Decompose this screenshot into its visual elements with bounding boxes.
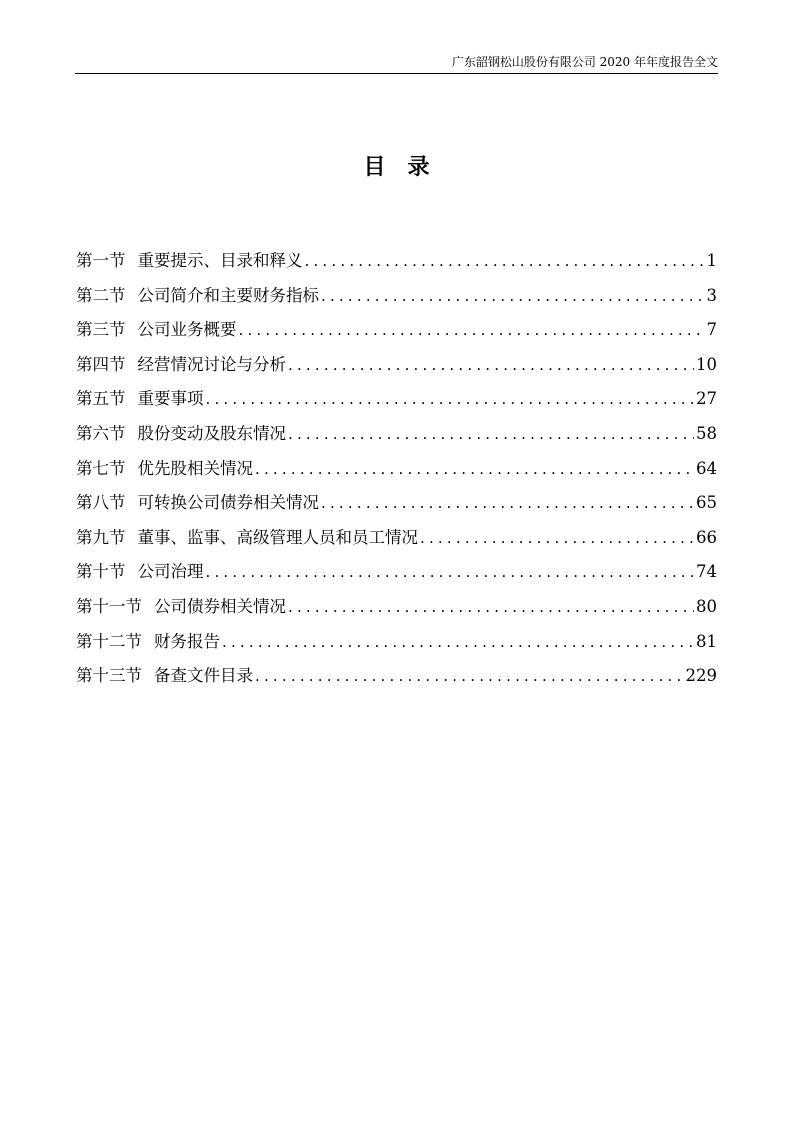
toc-section-number: 第十节	[76, 562, 126, 582]
toc-leader-dots	[253, 663, 684, 689]
toc-section-number: 第十一节	[76, 596, 142, 616]
toc-page-number: 80	[696, 596, 717, 616]
toc-entry[interactable]	[76, 386, 717, 421]
toc-page-number: 81	[696, 631, 717, 651]
toc-section-title: 重要提示、目录和释义	[137, 251, 303, 270]
toc-section-number: 第四节	[76, 354, 126, 374]
toc-section-title: 股份变动及股东情况	[137, 423, 286, 443]
toc-section-title: 经营情况讨论与分析	[137, 354, 286, 374]
toc-section-number: 第六节	[76, 423, 126, 443]
toc-section-number: 第九节	[76, 527, 126, 547]
toc-leader-dots	[237, 317, 705, 343]
toc-page-number: 58	[696, 423, 717, 443]
toc-section-number: 第一节	[76, 251, 126, 270]
toc-section-title: 董事、监事、高级管理人员和员工情况	[137, 527, 418, 547]
toc-leader-dots	[319, 490, 694, 516]
page-header	[75, 55, 718, 74]
toc-page-number: 10	[696, 354, 717, 374]
toc-page-number: 3	[706, 285, 717, 305]
toc-section-title: 公司业务概要	[137, 320, 237, 340]
toc-section-number: 第十二节	[76, 631, 142, 651]
toc-entry[interactable]	[76, 559, 717, 594]
toc-page-number: 66	[696, 527, 717, 547]
toc-section-title: 备查文件目录	[154, 666, 253, 686]
toc-leader-dots	[319, 283, 705, 309]
toc-section-number: 第二节	[76, 285, 126, 305]
toc-page-number: 65	[696, 493, 717, 513]
toc-entry[interactable]	[76, 456, 717, 491]
toc-entry[interactable]	[76, 317, 717, 352]
toc-page-number: 74	[696, 562, 717, 582]
toc-entry[interactable]	[76, 248, 717, 283]
toc-section-title: 重要事项	[137, 389, 204, 409]
toc-section-title: 可转换公司债券相关情况	[137, 493, 319, 513]
toc-leader-dots	[286, 594, 694, 620]
toc-entry[interactable]	[76, 490, 717, 525]
toc-section-number: 第七节	[76, 458, 126, 478]
toc-leader-dots	[303, 248, 705, 274]
toc-section-title: 公司治理	[137, 562, 204, 582]
toc-section-number: 第五节	[76, 389, 126, 409]
toc-section-title: 公司债券相关情况	[154, 596, 286, 616]
toc-page-number: 1	[706, 251, 717, 270]
toc-page-number: 27	[696, 389, 717, 409]
toc-page-number: 64	[696, 458, 717, 478]
toc-leader-dots	[286, 352, 694, 378]
toc-leader-dots	[418, 525, 694, 551]
toc-section-number: 第八节	[76, 493, 126, 513]
toc-leader-dots	[253, 456, 694, 482]
toc-section-title: 公司简介和主要财务指标	[137, 285, 319, 305]
toc-leader-dots	[286, 421, 694, 447]
page-title: 目录	[363, 154, 452, 180]
toc-entry[interactable]	[76, 629, 717, 664]
toc-section-title: 优先股相关情况	[137, 458, 253, 478]
toc-entry[interactable]	[76, 594, 717, 629]
toc-section-title: 财务报告	[154, 631, 220, 651]
header-text: 广东韶钢松山股份有限公司 2020 年年度报告全文	[451, 55, 718, 69]
toc-page-number: 229	[685, 666, 717, 686]
toc-section-number: 第三节	[76, 320, 126, 340]
toc-entry[interactable]	[76, 283, 717, 318]
toc-page-number: 7	[706, 320, 717, 340]
toc-leader-dots	[204, 559, 695, 585]
toc-leader-dots	[204, 386, 695, 412]
toc-leader-dots	[220, 629, 694, 655]
toc-entry[interactable]	[76, 525, 717, 560]
table-of-contents	[76, 248, 717, 698]
toc-entry[interactable]	[76, 352, 717, 387]
toc-entry[interactable]	[76, 663, 717, 698]
toc-entry[interactable]	[76, 421, 717, 456]
toc-section-number: 第十三节	[76, 666, 142, 686]
